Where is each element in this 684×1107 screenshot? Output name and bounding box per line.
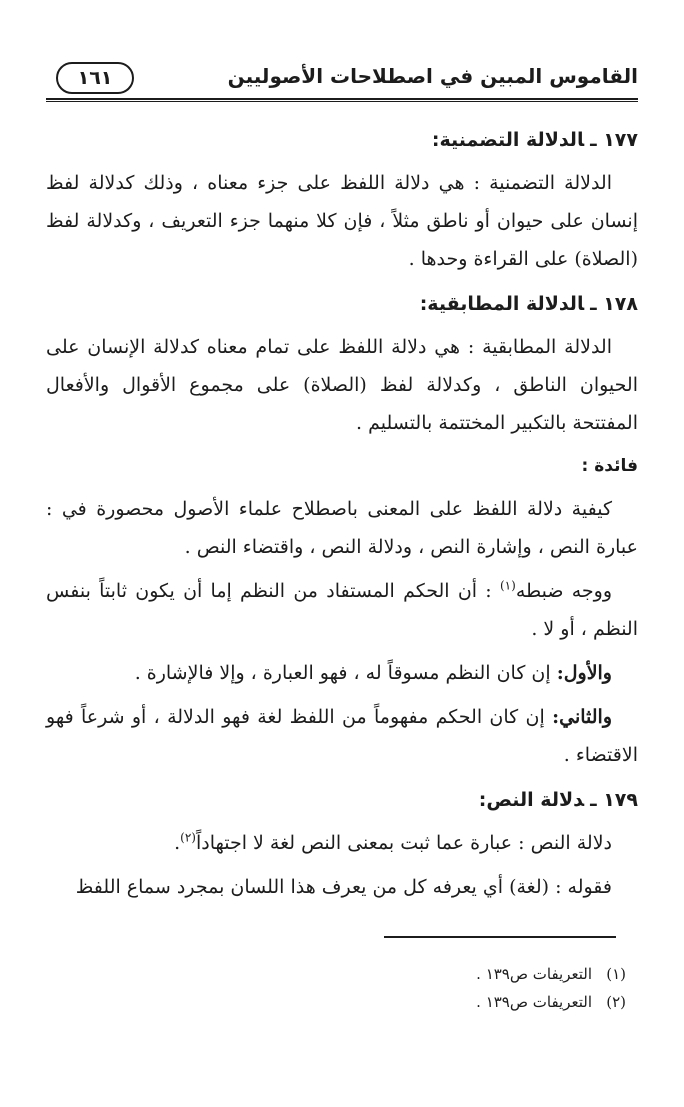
benefit-paragraph-1: كيفية دلالة اللفظ على المعنى باصطلاح علماء الأصول محصورة في : عبارة النص ، وإشارة النص ، ودلالة النص ، واقتضاء النص . [46, 498, 638, 558]
main-text [46, 120, 638, 912]
footnote-2 [46, 988, 626, 1016]
benefit-heading: فائدة : [581, 456, 638, 476]
benefit-paragraph-3 [46, 654, 638, 692]
entry-179-paragraph-1 [46, 824, 638, 862]
entry-heading: الدلالة التضمنية: [431, 129, 585, 151]
entry-number: ١٧٩ ـ [590, 789, 638, 811]
benefit-paragraph-2 [46, 572, 638, 648]
footnote-number: (٢) [606, 993, 626, 1011]
entry-number: ١٧٨ ـ [590, 293, 638, 315]
entry-179-paragraph-2: فقوله : (لغة) أي يعرفه كل من يعرف هذا اللسان بمجرد سماع اللفظ [75, 876, 612, 898]
footnote-number: (١) [606, 965, 626, 983]
page-number: ١٦١ [56, 62, 134, 94]
footnotes [46, 960, 626, 1016]
footnote-ref-2[interactable]: (٢) [180, 830, 196, 845]
text-run: دلالة النص : عبارة عما ثبت بمعنى النص لغة لا اجتهاداً [195, 832, 612, 854]
entry-heading: الدلالة المطابقية: [419, 293, 585, 315]
label-first: والأول: [556, 662, 612, 684]
entry-177-title [46, 120, 638, 160]
footnote-separator [384, 936, 616, 938]
text-run: إن كان الحكم مفهوماً من اللفظ لغة فهو الدلالة ، أو شرعاً فهو الاقتضاء . [46, 706, 638, 766]
footnote-text: التعريفات ص١٣٩ . [476, 965, 592, 983]
entry-heading: دلالة النص: [478, 789, 585, 811]
benefit-paragraph-4 [46, 698, 638, 774]
entry-178-title [46, 284, 638, 324]
page-header [46, 60, 638, 100]
entry-178-paragraph: الدلالة المطابقية : هي دلالة اللفظ على تمام معناه كدلالة الإنسان على الحيوان الناطق ، وكدلالة لفظ (الصلاة) على مجموع الأقوال والأفعال المفتتحة بالتكبير المختتمة بالتسليم . [46, 336, 638, 434]
text-run: إن كان النظم مسوقاً له ، فهو العبارة ، وإلا فالإشارة . [134, 662, 551, 684]
entry-177-paragraph: الدلالة التضمنية : هي دلالة اللفظ على جزء معناه ، وذلك كدلالة لفظ إنسان على حيوان أو ناطق مثلاً ، فإن كلا منهما جزء التعريف ، وكدلالة لفظ (الصلاة) على القراءة وحدها . [46, 172, 638, 270]
header-rule-thin [46, 101, 638, 102]
text-run: ووجه ضبطه [515, 580, 612, 602]
footnote-ref-1[interactable]: (١) [499, 578, 516, 593]
entry-number: ١٧٧ ـ [590, 129, 638, 151]
footnote-text: التعريفات ص١٣٩ . [476, 993, 592, 1011]
label-second: والثاني: [552, 706, 612, 728]
running-title: القاموس المبين في اصطلاحات الأصوليين [227, 64, 638, 88]
text-run: . [174, 832, 181, 854]
header-rule [46, 98, 638, 100]
text-run: : أن الحكم المستفاد من النظم إما أن يكون ثابتاً بنفس النظم ، أو لا . [46, 580, 638, 640]
entry-179-title [46, 780, 638, 820]
footnote-1 [46, 960, 626, 988]
